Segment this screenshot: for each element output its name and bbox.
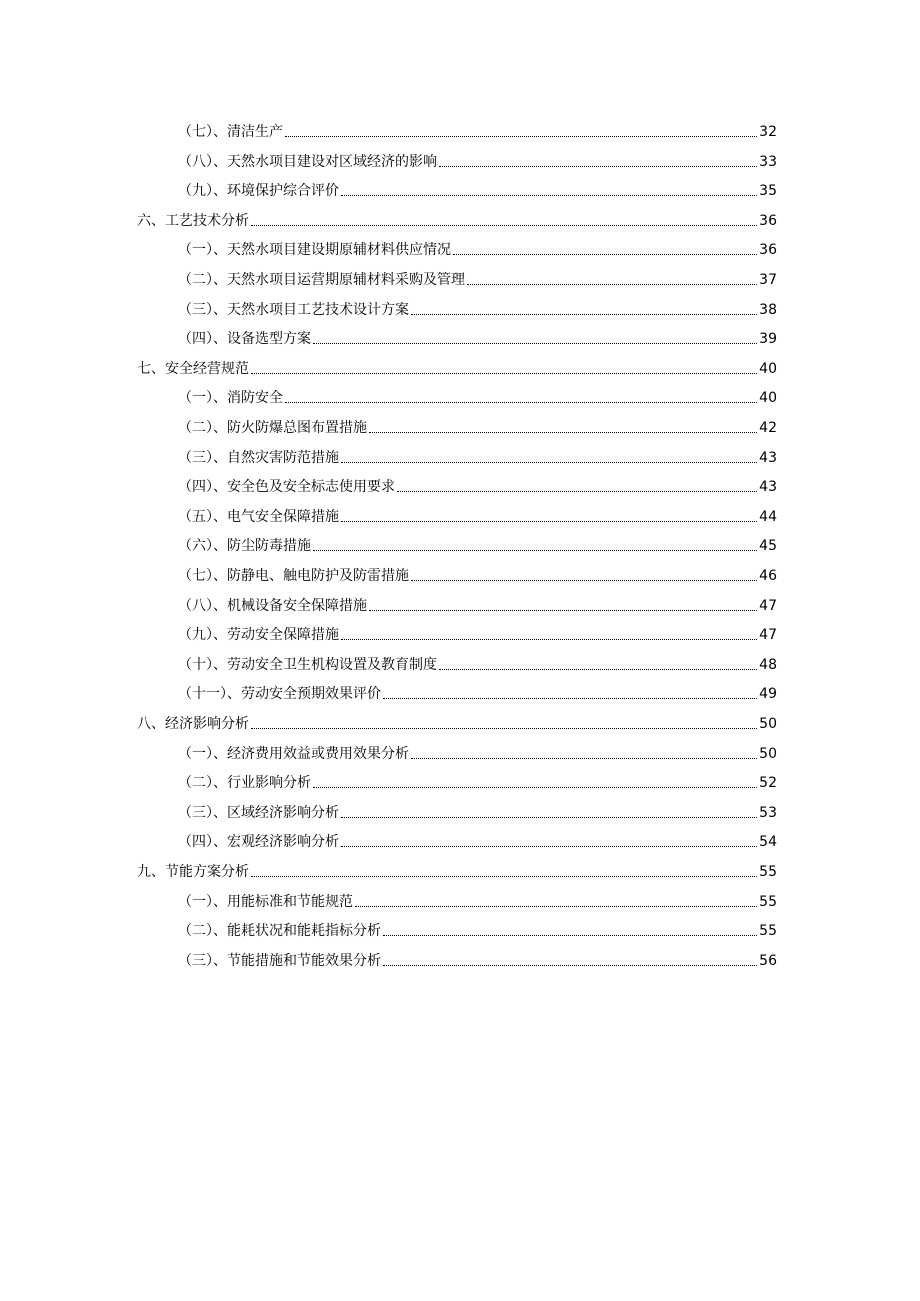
toc-section-entry[interactable] [178,531,777,555]
toc-page-number: 46 [759,568,777,584]
toc-dot-leader [341,461,757,463]
toc-page-number: 40 [759,390,777,406]
toc-entry-title: （三）、天然水项目工艺技术设计方案 [178,302,409,318]
toc-chapter-entry[interactable] [137,709,777,733]
toc-section-entry[interactable] [178,502,777,526]
toc-section-entry[interactable] [178,561,777,585]
toc-page-number: 52 [759,775,777,791]
toc-page-number: 48 [759,657,777,673]
toc-dot-leader [341,194,757,196]
toc-entry-title: （七）、防静电、触电防护及防雷措施 [178,568,409,584]
toc-section-entry[interactable] [178,176,777,200]
toc-section-entry[interactable] [178,413,777,437]
toc-page-number: 39 [759,331,777,347]
toc-entry-title: 七、安全经营规范 [137,361,249,377]
toc-dot-leader [285,135,757,137]
toc-entry-title: （二）、能耗状况和能耗指标分析 [178,923,381,939]
toc-page-number: 50 [759,716,777,732]
toc-page-number: 33 [759,154,777,170]
toc-chapter-entry[interactable] [137,354,777,378]
toc-section-entry[interactable] [178,620,777,644]
toc-entry-title: （一）、消防安全 [178,390,283,406]
toc-entry-title: （十）、劳动安全卫生机构设置及教育制度 [178,657,437,673]
toc-page-number: 36 [759,242,777,258]
toc-section-entry[interactable] [178,591,777,615]
toc-section-entry[interactable] [178,235,777,259]
toc-entry-title: （三）、自然灾害防范措施 [178,450,339,466]
toc-section-entry[interactable] [178,295,777,319]
toc-section-entry[interactable] [178,887,777,911]
toc-page-number: 43 [759,479,777,495]
toc-dot-leader [341,845,757,847]
toc-dot-leader [251,224,757,226]
toc-dot-leader [285,401,757,403]
toc-entry-title: （三）、区域经济影响分析 [178,805,339,821]
toc-entry-title: （一）、用能标准和节能规范 [178,894,353,910]
toc-section-entry[interactable] [178,768,777,792]
toc-entry-title: （六）、防尘防毒措施 [178,538,311,554]
toc-entry-title: （二）、防火防爆总图布置措施 [178,420,367,436]
toc-dot-leader [313,342,757,344]
toc-page-number: 54 [759,834,777,850]
toc-chapter-entry[interactable] [137,857,777,881]
toc-dot-leader [251,372,757,374]
toc-page-number: 55 [759,923,777,939]
toc-section-entry[interactable] [178,383,777,407]
toc-page-number: 47 [759,627,777,643]
toc-page-number: 44 [759,509,777,525]
toc-dot-leader [355,905,757,907]
toc-page-number: 37 [759,272,777,288]
toc-page-number: 53 [759,805,777,821]
toc-page-number: 55 [759,864,777,880]
toc-page-number: 50 [759,746,777,762]
toc-dot-leader [313,549,757,551]
toc-section-entry[interactable] [178,265,777,289]
toc-page-number: 45 [759,538,777,554]
toc-dot-leader [397,490,757,492]
toc-section-entry[interactable] [178,650,777,674]
toc-entry-title: （八）、机械设备安全保障措施 [178,598,367,614]
toc-page-number: 38 [759,302,777,318]
toc-section-entry[interactable] [178,916,777,940]
toc-dot-leader [411,757,757,759]
toc-section-entry[interactable] [178,739,777,763]
toc-entry-title: （四）、宏观经济影响分析 [178,834,339,850]
toc-entry-title: 八、经济影响分析 [137,716,249,732]
toc-dot-leader [341,816,757,818]
toc-section-entry[interactable] [178,946,777,970]
toc-dot-leader [313,786,757,788]
toc-dot-leader [411,313,757,315]
toc-entry-title: （八）、天然水项目建设对区域经济的影响 [178,154,437,170]
toc-chapter-entry[interactable] [137,206,777,230]
toc-dot-leader [369,609,757,611]
toc-section-entry[interactable] [178,443,777,467]
toc-entry-title: （四）、设备选型方案 [178,331,311,347]
toc-page-number: 35 [759,183,777,199]
toc-dot-leader [369,431,757,433]
toc-section-entry[interactable] [178,827,777,851]
toc-entry-title: （二）、天然水项目运营期原辅材料采购及管理 [178,272,465,288]
toc-dot-leader [341,638,757,640]
toc-section-entry[interactable] [178,117,777,141]
toc-page-number: 42 [759,420,777,436]
toc-dot-leader [251,875,757,877]
toc-dot-leader [467,283,757,285]
toc-entry-title: （五）、电气安全保障措施 [178,509,339,525]
toc-page-number: 40 [759,361,777,377]
toc-dot-leader [383,934,757,936]
toc-entry-title: （二）、行业影响分析 [178,775,311,791]
toc-section-entry[interactable] [178,472,777,496]
toc-section-entry[interactable] [178,679,777,703]
toc-entry-title: （三）、节能措施和节能效果分析 [178,953,381,969]
toc-dot-leader [439,668,757,670]
toc-section-entry[interactable] [178,798,777,822]
toc-dot-leader [453,253,757,255]
toc-page-number: 32 [759,124,777,140]
toc-entry-title: （十一）、劳动安全预期效果评价 [178,686,381,702]
toc-entry-title: （四）、安全色及安全标志使用要求 [178,479,395,495]
toc-dot-leader [411,579,757,581]
toc-dot-leader [383,964,757,966]
toc-page-number: 47 [759,598,777,614]
toc-entry-title: （九）、环境保护综合评价 [178,183,339,199]
toc-entry-title: （九）、劳动安全保障措施 [178,627,339,643]
toc-page-number: 56 [759,953,777,969]
toc-dot-leader [439,165,757,167]
toc-page-number: 49 [759,686,777,702]
toc-entry-title: （一）、天然水项目建设期原辅材料供应情况 [178,242,451,258]
toc-dot-leader [251,727,757,729]
toc-dot-leader [341,520,757,522]
toc-entry-title: （一）、经济费用效益或费用效果分析 [178,746,409,762]
toc-entry-title: 九、节能方案分析 [137,864,249,880]
toc-dot-leader [383,697,757,699]
toc-section-entry[interactable] [178,324,777,348]
toc-entry-title: （七）、清洁生产 [178,124,283,140]
toc-page-number: 55 [759,894,777,910]
toc-section-entry[interactable] [178,147,777,171]
toc-page-number: 36 [759,213,777,229]
toc-entry-title: 六、工艺技术分析 [137,213,249,229]
toc-page-number: 43 [759,450,777,466]
